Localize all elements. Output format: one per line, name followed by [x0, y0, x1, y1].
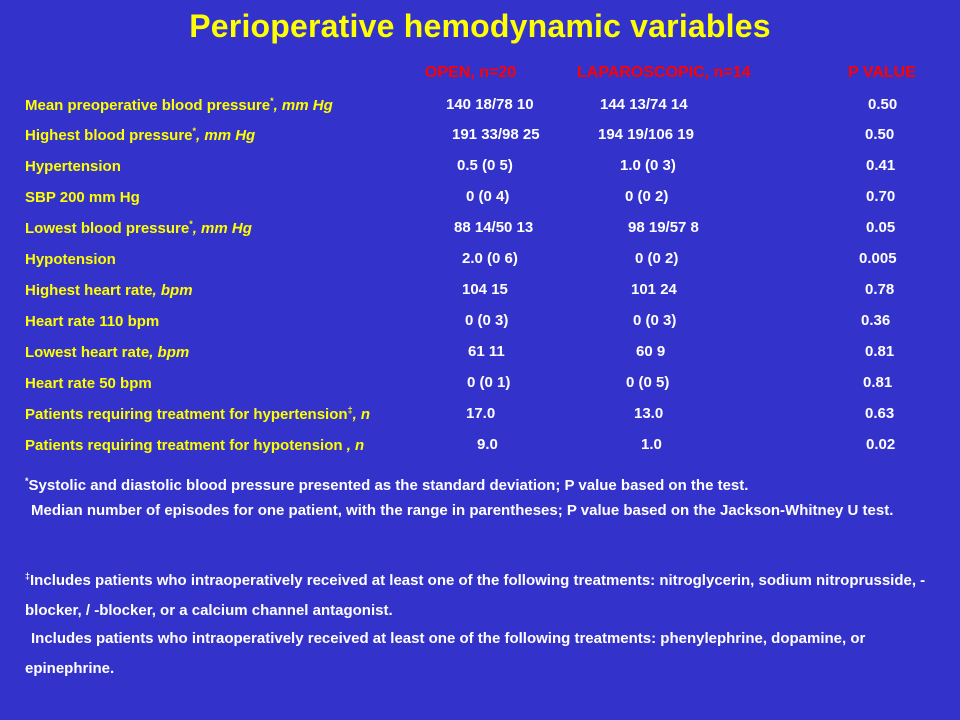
- open-value: 88 14/50 13: [454, 219, 534, 236]
- row-label-text: Hypertension: [25, 158, 121, 175]
- open-value: 17.0: [466, 405, 496, 422]
- footnote-4: Includes patients who intraoperatively received at least one of the following treatments: phenylephrine, dopamine, or epinephrine.: [25, 630, 866, 677]
- p-value: 0.50: [865, 126, 895, 143]
- laparoscopic-value: 60 9: [636, 343, 666, 360]
- open-value: 0.5 (0 5): [457, 157, 513, 174]
- p-value: 0.36: [861, 312, 891, 329]
- table-row: [0, 405, 960, 427]
- laparoscopic-value: 0 (0 2): [625, 188, 669, 205]
- p-value: 0.78: [865, 281, 895, 298]
- row-label-unit: , mm Hg: [273, 97, 333, 114]
- open-value: 0 (0 4): [466, 188, 510, 205]
- open-value: 0 (0 1): [467, 374, 511, 391]
- footnote-3: [25, 561, 945, 626]
- table-row: [0, 219, 960, 241]
- footnote-2: Median number of episodes for one patient, with the range in parentheses; P value based on the Jackson-Whitney U test.: [31, 502, 894, 519]
- row-label-text: Lowest heart rate: [25, 344, 150, 361]
- row-label-marker: ‡: [347, 405, 353, 415]
- laparoscopic-value: 1.0: [641, 436, 662, 453]
- row-label-text: Heart rate 110 bpm: [25, 313, 160, 330]
- column-header-open: OPEN, n=20: [425, 64, 517, 81]
- table-row: [0, 436, 960, 458]
- slide-title: Perioperative hemodynamic variables: [189, 8, 771, 44]
- open-value: 9.0: [477, 436, 498, 453]
- row-label: [25, 96, 333, 114]
- open-value: 0 (0 3): [465, 312, 509, 329]
- laparoscopic-value: 0 (0 5): [626, 374, 670, 391]
- p-value: 0.63: [865, 405, 895, 422]
- laparoscopic-value: 1.0 (0 3): [620, 157, 676, 174]
- row-label-unit: , bpm: [152, 282, 193, 299]
- row-label: [25, 188, 140, 206]
- row-label-unit: , n: [346, 437, 365, 454]
- row-label-text: Mean preoperative blood pressure: [25, 97, 271, 114]
- open-value: 104 15: [462, 281, 508, 298]
- row-label: [25, 405, 370, 423]
- p-value: 0.70: [866, 188, 896, 205]
- row-label-text: Highest blood pressure: [25, 127, 193, 144]
- p-value: 0.41: [866, 157, 896, 174]
- row-label-marker: *: [192, 126, 197, 136]
- table-row: [0, 157, 960, 179]
- open-value: 140 18/78 10: [446, 96, 534, 113]
- table-row: [0, 126, 960, 148]
- column-header-laparoscopic: LAPAROSCOPIC, n=14: [577, 64, 751, 81]
- row-label-text: Patients requiring treatment for hypertension: [25, 406, 348, 423]
- row-label-text: Heart rate 50 bpm: [25, 375, 152, 392]
- table-row: [0, 374, 960, 396]
- p-value: 0.50: [868, 96, 898, 113]
- row-label: [25, 126, 255, 144]
- column-header-p-value: P VALUE: [848, 64, 916, 81]
- row-label: [25, 281, 193, 299]
- footnote-1-marker: *: [25, 476, 29, 486]
- table-row: [0, 188, 960, 210]
- laparoscopic-value: 194 19/106 19: [598, 126, 694, 143]
- row-label-text: Patients requiring treatment for hypotension: [25, 437, 347, 454]
- row-label: [25, 157, 121, 175]
- row-label-unit: , bpm: [149, 344, 190, 361]
- p-value: 0.005: [859, 250, 897, 267]
- row-label: [25, 343, 189, 361]
- laparoscopic-value: 13.0: [634, 405, 664, 422]
- table-row: [0, 312, 960, 334]
- row-label: [25, 250, 116, 268]
- laparoscopic-value: 0 (0 3): [633, 312, 677, 329]
- laparoscopic-value: 101 24: [631, 281, 677, 298]
- table-row: [0, 96, 960, 118]
- laparoscopic-value: 0 (0 2): [635, 250, 679, 267]
- laparoscopic-value: 98 19/57 8: [628, 219, 699, 236]
- row-label: [25, 219, 252, 237]
- p-value: 0.81: [865, 343, 895, 360]
- row-label: [25, 374, 152, 392]
- p-value: 0.05: [866, 219, 896, 236]
- footnote-3-text: Includes patients who intraoperatively received at least one of the following treatments: nitroglycerin, sodium nitroprusside, -blocker, / -blocker, or a calcium channel antagonist.: [25, 572, 926, 619]
- row-label-text: SBP 200 mm Hg: [25, 189, 140, 206]
- row-label-unit: , n: [352, 406, 371, 423]
- row-label-text: Lowest blood pressure: [25, 220, 190, 237]
- table-row: [0, 250, 960, 272]
- p-value: 0.81: [863, 374, 893, 391]
- table-row: [0, 343, 960, 365]
- row-label-marker: *: [189, 219, 193, 229]
- footnote-3-marker: ‡: [25, 571, 31, 581]
- row-label-unit: , mm Hg: [196, 127, 256, 144]
- row-label-text: Hypotension: [25, 251, 116, 268]
- open-value: 2.0 (0 6): [462, 250, 518, 267]
- p-value: 0.02: [866, 436, 896, 453]
- open-value: 61 11: [468, 343, 505, 360]
- row-label: [25, 312, 159, 330]
- row-label-text: Highest heart rate: [25, 282, 153, 299]
- laparoscopic-value: 144 13/74 14: [600, 96, 688, 113]
- row-label: [25, 436, 364, 454]
- row-label-marker: *: [270, 96, 274, 106]
- table-row: [0, 281, 960, 303]
- open-value: 191 33/98 25: [452, 126, 540, 143]
- row-label-unit: , mm Hg: [192, 220, 252, 237]
- footnote-1-text: Systolic and diastolic blood pressure presented as the standard deviation; P value based on the test.: [28, 477, 749, 494]
